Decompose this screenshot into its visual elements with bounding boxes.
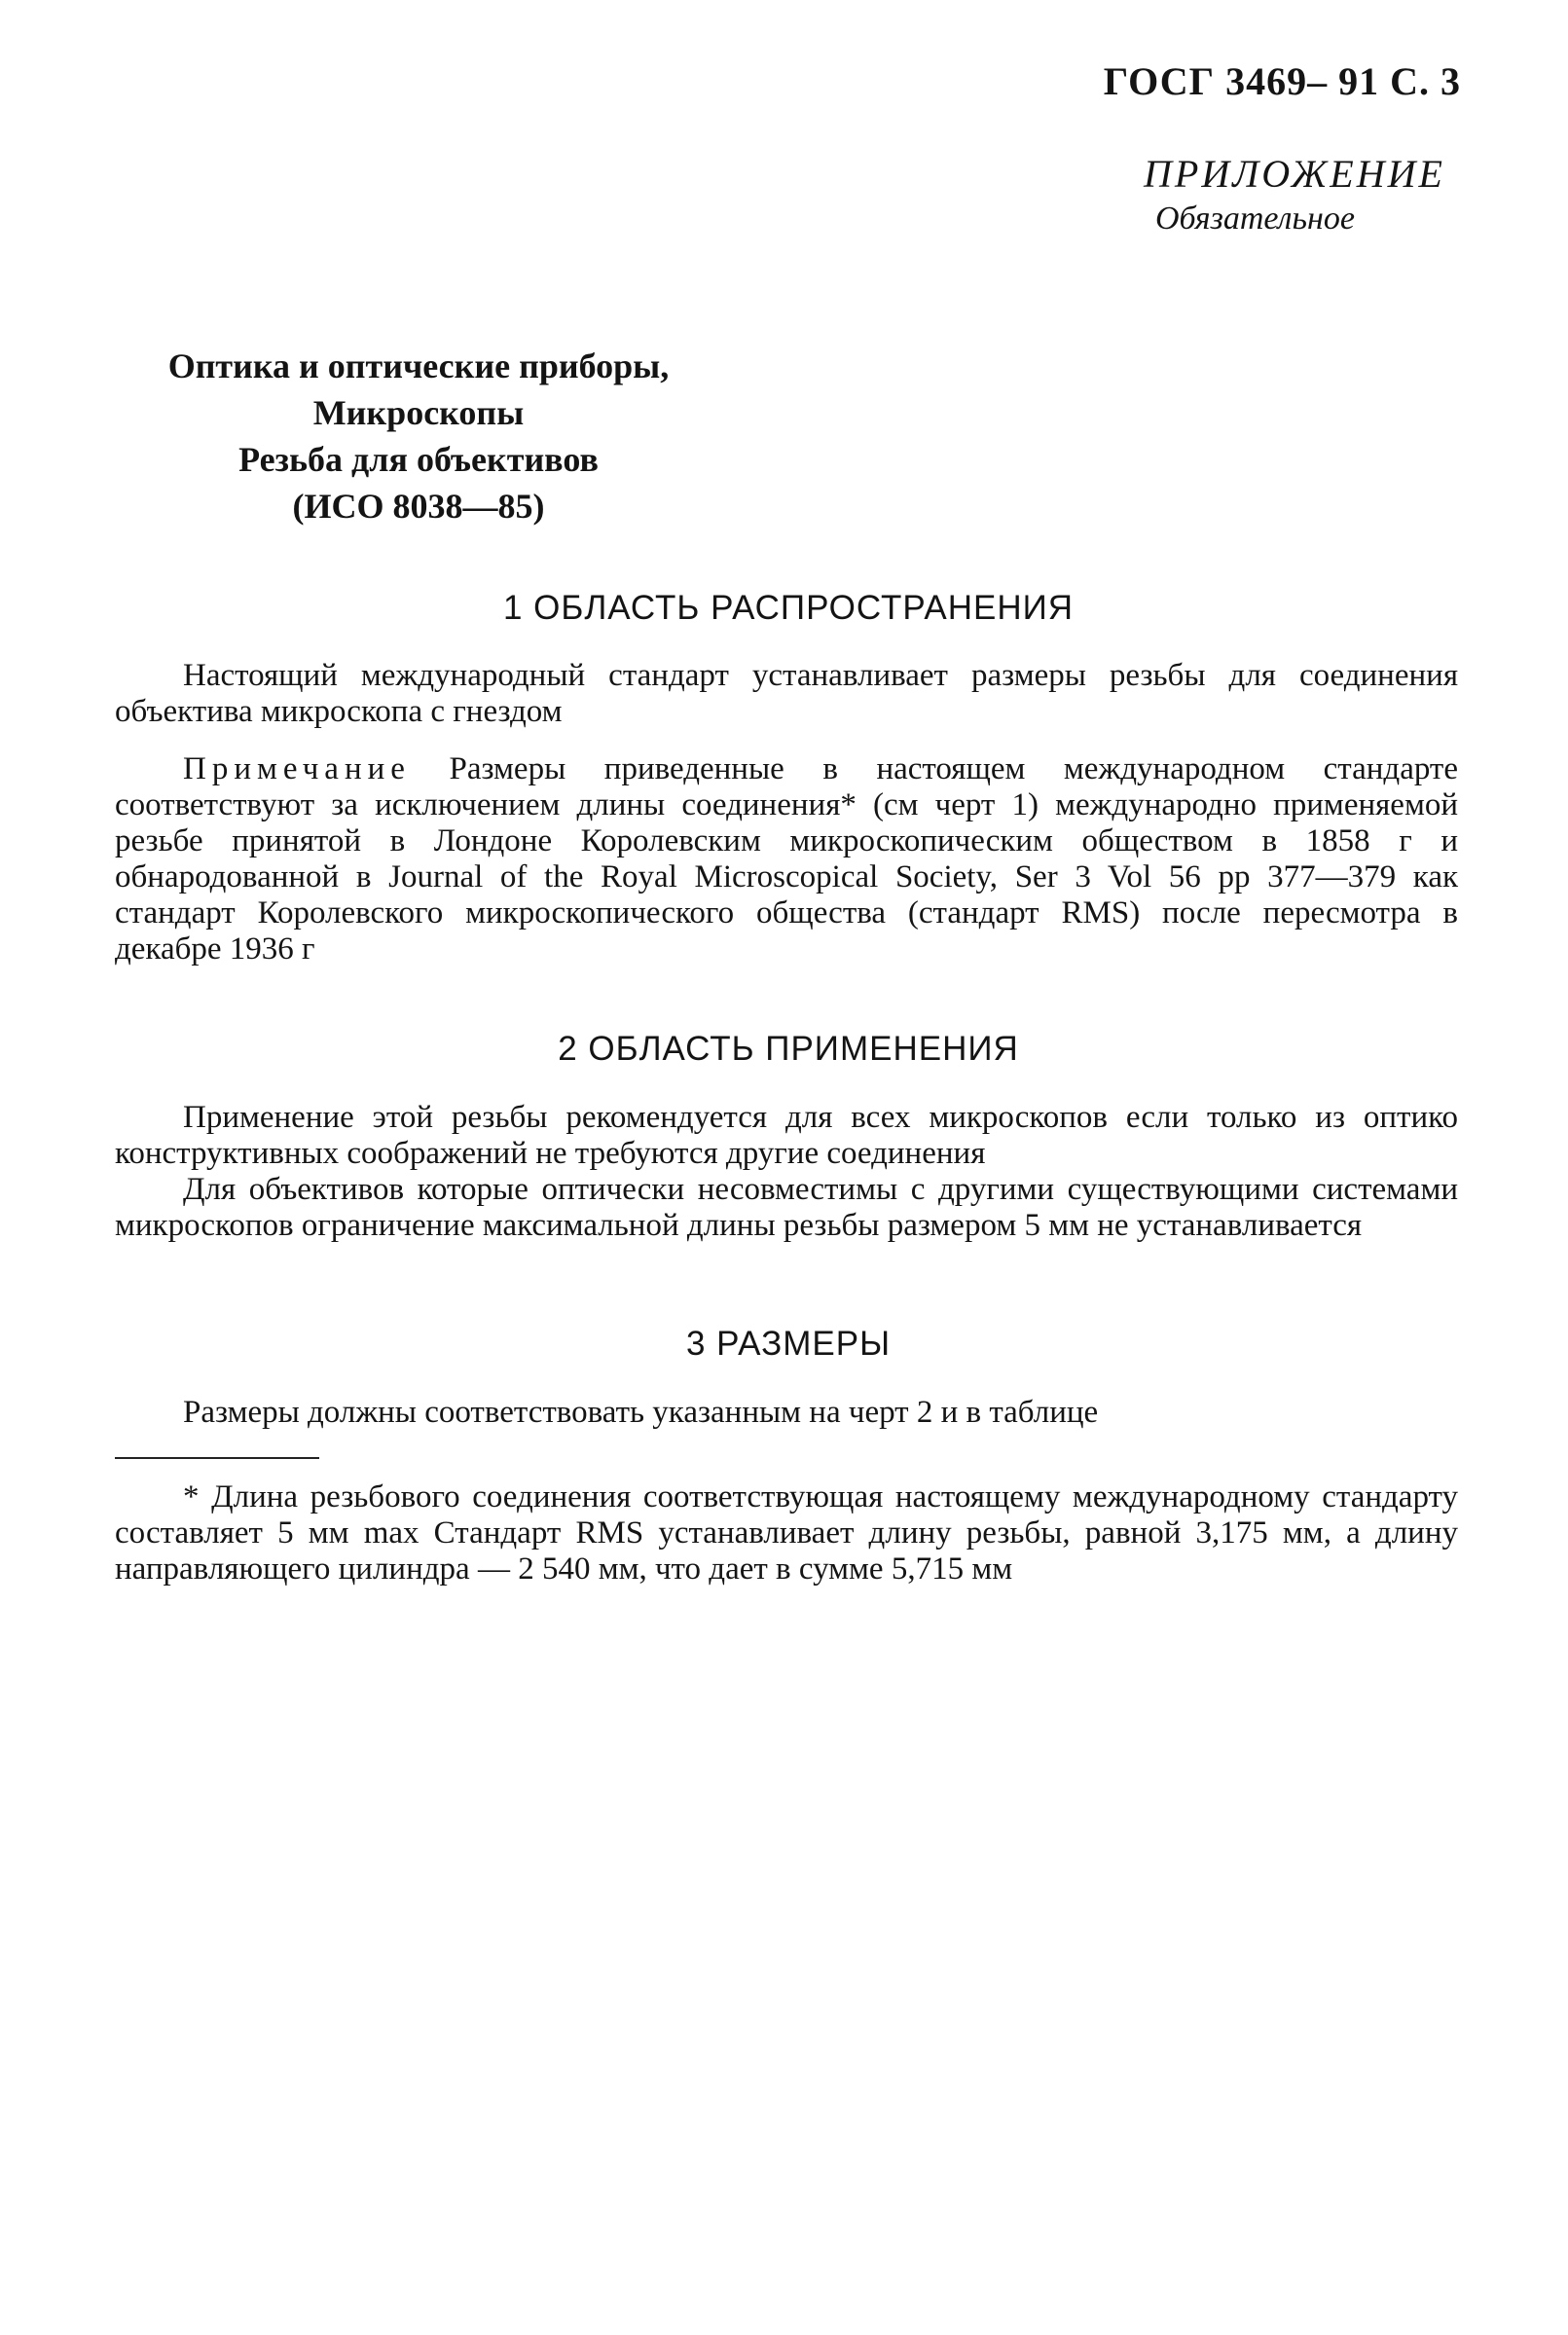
appendix-block bbox=[1144, 151, 1445, 237]
note-label: Примечание bbox=[183, 751, 411, 786]
appendix-title: ПРИЛОЖЕНИЕ bbox=[1144, 152, 1445, 196]
document-title bbox=[136, 343, 701, 529]
section-1-note bbox=[115, 751, 1458, 967]
section-1-heading: 1 ОБЛАСТЬ РАСПРОСТРАНЕНИЯ bbox=[502, 589, 1075, 627]
standard-code-header: ГОСГ 3469– 91 С. 3 bbox=[1103, 59, 1461, 103]
section-3-heading: 3 РАЗМЕРЫ bbox=[685, 1325, 892, 1363]
title-line-3: Резьба для объективов bbox=[238, 440, 599, 479]
footnote-divider bbox=[115, 1457, 319, 1459]
title-line-1: Оптика и оптические приборы, bbox=[167, 347, 670, 385]
title-line-2: Микроскопы bbox=[312, 393, 525, 432]
appendix-subtitle: Обязательное bbox=[1155, 201, 1355, 237]
section-1-paragraph: Настоящий международный стандарт устанавливает размеры резьбы для соединения объектива микроскопа с гнездом bbox=[115, 658, 1458, 729]
title-line-4: (ИСО 8038—85) bbox=[292, 487, 545, 526]
note-text: Размеры приведенные в настоящем международном стандарте соответствуют за исключением длины соединения* (см черт 1) международно применяемой резьбе принятой в Лондоне Королевским микроскопическим обществом в 1858 г и обнародованной в Journal of the Royal Microscopical Society, Ser 3 Vol 56 pp 377—379 как стандарт Королевского микроскопического общества (стандарт RMS) после пересмотра в декабре 1936 г bbox=[115, 751, 1458, 967]
footnote: * Длина резьбового соединения соответствующая настоящему международному стандарту составляет 5 мм max Стандарт RMS устанавливает длину резьбы, равной 3,175 мм, а длину направляющего цилиндра — 2 540 мм, что дает в сумме 5,715 мм bbox=[115, 1479, 1458, 1587]
section-3-paragraph: Размеры должны соответствовать указанным на черт 2 и в таблице bbox=[183, 1395, 1099, 1430]
section-2-paragraph-2: Для объективов которые оптически несовместимы с другими существующими системами микроскопов ограничение максимальной длины резьбы размером 5 мм не устанавливается bbox=[115, 1172, 1458, 1243]
section-2-heading: 2 ОБЛАСТЬ ПРИМЕНЕНИЯ bbox=[558, 1030, 1019, 1068]
section-2-paragraph-1: Применение этой резьбы рекомендуется для всех микроскопов если только из оптико конструктивных соображений не требуются другие соединения bbox=[115, 1100, 1458, 1171]
